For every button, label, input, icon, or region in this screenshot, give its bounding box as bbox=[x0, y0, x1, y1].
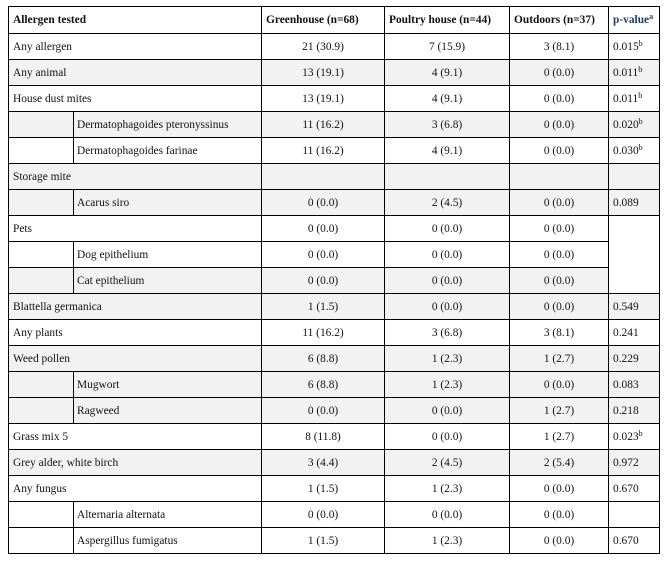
poultry-cell: 0 (0.0) bbox=[385, 502, 510, 528]
row-label: Any fungus bbox=[9, 476, 262, 502]
greenhouse-cell: 0 (0.0) bbox=[262, 398, 385, 424]
poultry-cell: 0 (0.0) bbox=[385, 424, 510, 450]
row-label: Blattella germanica bbox=[9, 294, 262, 320]
row-label: Alternaria alternata bbox=[74, 502, 262, 528]
pvalue-cell: 0.218 bbox=[609, 398, 660, 424]
table-row bbox=[9, 398, 660, 424]
indent-spacer bbox=[9, 502, 74, 528]
header-outdoors: Outdoors (n=37) bbox=[510, 7, 609, 34]
greenhouse-cell bbox=[262, 164, 385, 190]
poultry-cell: 7 (15.9) bbox=[385, 34, 510, 60]
indent-spacer bbox=[9, 398, 74, 424]
row-label: Dog epithelium bbox=[74, 242, 262, 268]
outdoors-cell: 0 (0.0) bbox=[510, 112, 609, 138]
table-row bbox=[9, 372, 660, 398]
outdoors-cell: 0 (0.0) bbox=[510, 476, 609, 502]
poultry-cell: 1 (2.3) bbox=[385, 528, 510, 554]
row-label: Any allergen bbox=[9, 34, 262, 60]
outdoors-cell: 0 (0.0) bbox=[510, 190, 609, 216]
greenhouse-cell: 6 (8.8) bbox=[262, 372, 385, 398]
pvalue-cell bbox=[609, 424, 660, 450]
outdoors-cell: 1 (2.7) bbox=[510, 346, 609, 372]
greenhouse-cell: 0 (0.0) bbox=[262, 216, 385, 242]
greenhouse-cell: 11 (16.2) bbox=[262, 112, 385, 138]
table-row bbox=[9, 502, 660, 528]
indent-spacer bbox=[9, 528, 74, 554]
poultry-cell: 0 (0.0) bbox=[385, 294, 510, 320]
table-row bbox=[9, 112, 660, 138]
table-row bbox=[9, 528, 660, 554]
poultry-cell: 0 (0.0) bbox=[385, 398, 510, 424]
greenhouse-cell: 1 (1.5) bbox=[262, 294, 385, 320]
pvalue-cell bbox=[609, 502, 660, 528]
table-header-row bbox=[9, 7, 660, 34]
pvalue-cell: 0.229 bbox=[609, 346, 660, 372]
pvalue-cell: 0.549 bbox=[609, 294, 660, 320]
header-pvalue bbox=[609, 7, 660, 34]
outdoors-cell: 1 (2.7) bbox=[510, 424, 609, 450]
row-label: Cat epithelium bbox=[74, 268, 262, 294]
greenhouse-cell: 0 (0.0) bbox=[262, 242, 385, 268]
header-allergen: Allergen tested bbox=[9, 7, 262, 34]
row-label: Dermatophagoides pteronyssinus bbox=[74, 112, 262, 138]
poultry-cell: 0 (0.0) bbox=[385, 216, 510, 242]
header-poultry: Poultry house (n=44) bbox=[385, 7, 510, 34]
outdoors-cell bbox=[510, 164, 609, 190]
row-label: Grey alder, white birch bbox=[9, 450, 262, 476]
table-row bbox=[9, 164, 660, 190]
pvalue-cell bbox=[609, 34, 660, 60]
table-row bbox=[9, 242, 660, 268]
pvalue-cell bbox=[609, 164, 660, 190]
greenhouse-cell: 1 (1.5) bbox=[262, 476, 385, 502]
pvalue-sup: b bbox=[638, 116, 643, 126]
table-row bbox=[9, 34, 660, 60]
pvalue-text: 0.015 bbox=[613, 40, 639, 53]
row-label: Dermatophagoides farinae bbox=[74, 138, 262, 164]
pvalue-cell bbox=[609, 86, 660, 112]
pvalue-text: 0.011 bbox=[613, 92, 639, 105]
outdoors-cell: 0 (0.0) bbox=[510, 86, 609, 112]
header-greenhouse: Greenhouse (n=68) bbox=[262, 7, 385, 34]
row-label: Any animal bbox=[9, 60, 262, 86]
pvalue-cell: 0.670 bbox=[609, 528, 660, 554]
poultry-cell: 0 (0.0) bbox=[385, 268, 510, 294]
indent-spacer bbox=[9, 138, 74, 164]
poultry-cell: 0 (0.0) bbox=[385, 242, 510, 268]
table-row bbox=[9, 268, 660, 294]
greenhouse-cell: 13 (19.1) bbox=[262, 60, 385, 86]
pvalue-sup: b bbox=[638, 428, 643, 438]
pvalue-cell: 0.083 bbox=[609, 372, 660, 398]
allergen-table bbox=[8, 6, 660, 554]
indent-spacer bbox=[9, 372, 74, 398]
row-label: Acarus siro bbox=[74, 190, 262, 216]
header-pvalue-text: p-value bbox=[613, 14, 650, 26]
row-label: Mugwort bbox=[74, 372, 262, 398]
table-row bbox=[9, 346, 660, 372]
outdoors-cell: 3 (8.1) bbox=[510, 34, 609, 60]
table-row bbox=[9, 320, 660, 346]
greenhouse-cell: 0 (0.0) bbox=[262, 268, 385, 294]
greenhouse-cell: 21 (30.9) bbox=[262, 34, 385, 60]
poultry-cell: 2 (4.5) bbox=[385, 190, 510, 216]
greenhouse-cell: 0 (0.0) bbox=[262, 190, 385, 216]
poultry-cell: 1 (2.3) bbox=[385, 476, 510, 502]
poultry-cell: 2 (4.5) bbox=[385, 450, 510, 476]
row-label: Pets bbox=[9, 216, 262, 242]
pvalue-cell-empty bbox=[609, 216, 660, 294]
row-label: Weed pollen bbox=[9, 346, 262, 372]
row-label: Aspergillus fumigatus bbox=[74, 528, 262, 554]
outdoors-cell: 0 (0.0) bbox=[510, 138, 609, 164]
table-row bbox=[9, 450, 660, 476]
pvalue-text: 0.020 bbox=[613, 118, 639, 131]
pvalue-cell: 0.089 bbox=[609, 190, 660, 216]
row-label: Grass mix 5 bbox=[9, 424, 262, 450]
row-label: Storage mite bbox=[9, 164, 262, 190]
outdoors-cell: 0 (0.0) bbox=[510, 216, 609, 242]
row-label: Ragweed bbox=[74, 398, 262, 424]
table-row bbox=[9, 138, 660, 164]
pvalue-cell: 0.670 bbox=[609, 476, 660, 502]
poultry-cell: 1 (2.3) bbox=[385, 372, 510, 398]
outdoors-cell: 0 (0.0) bbox=[510, 60, 609, 86]
poultry-cell: 4 (9.1) bbox=[385, 86, 510, 112]
table-row bbox=[9, 476, 660, 502]
pvalue-sup: b bbox=[638, 90, 643, 100]
greenhouse-cell: 11 (16.2) bbox=[262, 320, 385, 346]
poultry-cell: 3 (6.8) bbox=[385, 320, 510, 346]
greenhouse-cell: 1 (1.5) bbox=[262, 528, 385, 554]
table-row bbox=[9, 294, 660, 320]
pvalue-cell: 0.972 bbox=[609, 450, 660, 476]
greenhouse-cell: 8 (11.8) bbox=[262, 424, 385, 450]
poultry-cell: 3 (6.8) bbox=[385, 112, 510, 138]
outdoors-cell: 2 (5.4) bbox=[510, 450, 609, 476]
greenhouse-cell: 13 (19.1) bbox=[262, 86, 385, 112]
greenhouse-cell: 3 (4.4) bbox=[262, 450, 385, 476]
pvalue-sup: b bbox=[638, 64, 643, 74]
outdoors-cell: 0 (0.0) bbox=[510, 372, 609, 398]
outdoors-cell: 0 (0.0) bbox=[510, 502, 609, 528]
indent-spacer bbox=[9, 268, 74, 294]
outdoors-cell: 0 (0.0) bbox=[510, 268, 609, 294]
poultry-cell: 4 (9.1) bbox=[385, 60, 510, 86]
pvalue-cell bbox=[609, 138, 660, 164]
pvalue-sup: b bbox=[638, 38, 643, 48]
indent-spacer bbox=[9, 112, 74, 138]
table-row bbox=[9, 190, 660, 216]
pvalue-cell bbox=[609, 60, 660, 86]
table-row bbox=[9, 60, 660, 86]
outdoors-cell: 3 (8.1) bbox=[510, 320, 609, 346]
header-pvalue-sup: a bbox=[649, 12, 654, 21]
pvalue-cell: 0.241 bbox=[609, 320, 660, 346]
pvalue-text: 0.030 bbox=[613, 144, 639, 157]
pvalue-sup: b bbox=[638, 142, 643, 152]
table-row bbox=[9, 216, 660, 242]
outdoors-cell: 0 (0.0) bbox=[510, 242, 609, 268]
pvalue-cell bbox=[609, 112, 660, 138]
greenhouse-cell: 11 (16.2) bbox=[262, 138, 385, 164]
poultry-cell: 4 (9.1) bbox=[385, 138, 510, 164]
greenhouse-cell: 6 (8.8) bbox=[262, 346, 385, 372]
row-label: Any plants bbox=[9, 320, 262, 346]
poultry-cell: 1 (2.3) bbox=[385, 346, 510, 372]
greenhouse-cell: 0 (0.0) bbox=[262, 502, 385, 528]
outdoors-cell: 0 (0.0) bbox=[510, 528, 609, 554]
outdoors-cell: 0 (0.0) bbox=[510, 294, 609, 320]
poultry-cell bbox=[385, 164, 510, 190]
allergen-table-container bbox=[8, 6, 659, 554]
pvalue-text: 0.011 bbox=[613, 66, 639, 79]
outdoors-cell: 1 (2.7) bbox=[510, 398, 609, 424]
pvalue-text: 0.023 bbox=[613, 430, 639, 443]
table-row bbox=[9, 424, 660, 450]
table-row bbox=[9, 86, 660, 112]
row-label: House dust mites bbox=[9, 86, 262, 112]
indent-spacer bbox=[9, 190, 74, 216]
indent-spacer bbox=[9, 242, 74, 268]
